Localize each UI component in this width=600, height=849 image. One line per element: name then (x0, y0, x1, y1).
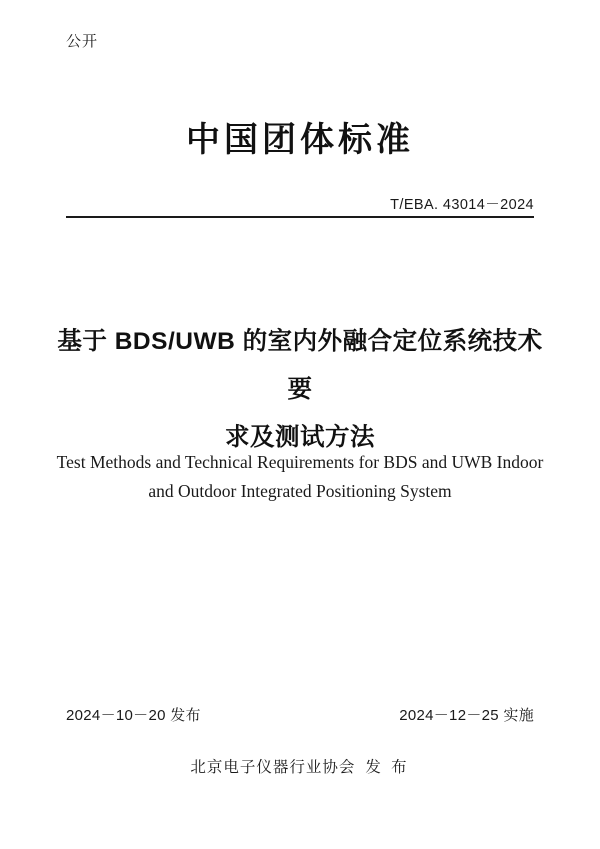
standard-number: T/EBA. 43014－2024 (390, 197, 534, 213)
standard-kind-title: 中国团体标准 (186, 121, 414, 159)
document-title-cn-line2: 求及测试方法 (225, 424, 375, 451)
document-title-en-line1: Test Methods and Technical Requirements for BDS and UWB Indoor (56, 452, 544, 472)
issuer-suffix: 发 布 (365, 759, 410, 776)
classification-label: 公开 (66, 33, 99, 50)
header-divider (66, 216, 534, 218)
issuer-row (0, 755, 600, 777)
document-title-en (46, 448, 554, 506)
document-title-cn (50, 318, 550, 462)
document-title-en-line2: and Outdoor Integrated Positioning System (148, 481, 452, 501)
date-row (66, 704, 534, 725)
issue-date: 2024－10－20 发布 (66, 707, 201, 724)
issuer-name: 北京电子仪器行业协会 (190, 759, 356, 776)
effective-date: 2024－12－25 实施 (399, 707, 534, 724)
document-title-cn-line1: 基于 BDS/UWB 的室内外融合定位系统技术要 (57, 328, 543, 403)
